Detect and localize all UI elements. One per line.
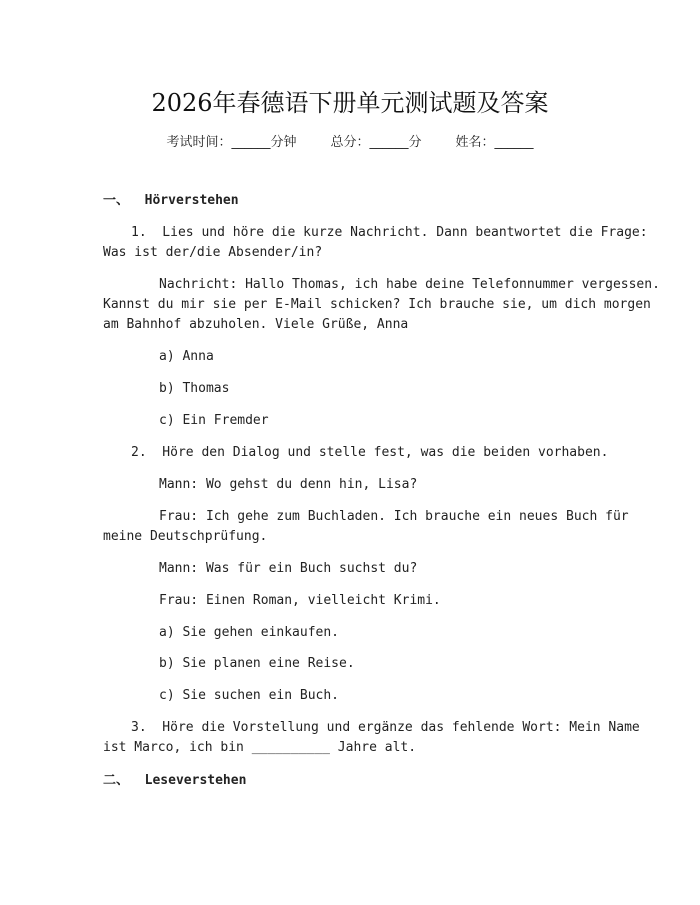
dialog-line: Mann: Wo gehst du denn hin, Lisa? bbox=[159, 477, 418, 492]
dialog-line: Frau: Einen Roman, vielleicht Krimi. bbox=[159, 593, 441, 608]
q2-option-b: b) Sie planen eine Reise. bbox=[159, 656, 355, 671]
q2-option-a: a) Sie gehen einkaufen. bbox=[159, 625, 340, 640]
question-2-text: 2. Höre den Dialog und stelle fest, was die beiden vorhaben. bbox=[131, 445, 609, 460]
dialog-line: Frau: Ich gehe zum Buchladen. Ich brauche ein neues Buch für bbox=[159, 509, 629, 524]
section-heading-leseverstehen: 二、 Leseverstehen bbox=[103, 773, 247, 788]
question-3-text: 3. Höre die Vorstellung und ergänze das fehlende Wort: Mein Name bbox=[131, 720, 640, 735]
q2-option-c: c) Sie suchen ein Buch. bbox=[159, 688, 340, 703]
q1-option-a: a) Anna bbox=[159, 349, 214, 364]
question-1-text: 1. Lies und höre die kurze Nachricht. Dann beantwortet die Frage: bbox=[131, 225, 648, 240]
message-text-cont: Kannst du mir sie per E-Mail schicken? Ich brauche sie, um dich morgen bbox=[103, 297, 651, 312]
message-text: Nachricht: Hallo Thomas, ich habe deine Telefonnummer vergessen. bbox=[159, 277, 660, 292]
question-1-text-cont: Was ist der/die Absender/in? bbox=[103, 245, 323, 260]
name-label: 姓名：______ bbox=[455, 135, 534, 150]
score-label: 总分：______分 bbox=[330, 135, 422, 150]
q1-option-c: c) Ein Fremder bbox=[159, 413, 269, 428]
section-heading-hoerverstehen: 一、 Hörverstehen bbox=[103, 193, 239, 208]
dialog-line-cont: meine Deutschprüfung. bbox=[103, 529, 268, 544]
message-text-cont: am Bahnhof abzuholen. Viele Grüße, Anna bbox=[103, 317, 409, 332]
time-label: 考试时间：______分钟 bbox=[166, 135, 297, 150]
dialog-line: Mann: Was für ein Buch suchst du? bbox=[159, 561, 418, 576]
q1-option-b: b) Thomas bbox=[159, 381, 230, 396]
exam-meta bbox=[0, 131, 700, 150]
question-3-text-cont: ist Marco, ich bin __________ Jahre alt. bbox=[103, 740, 417, 755]
page-title: 2026年春德语下册单元测试题及答案 bbox=[151, 89, 549, 117]
